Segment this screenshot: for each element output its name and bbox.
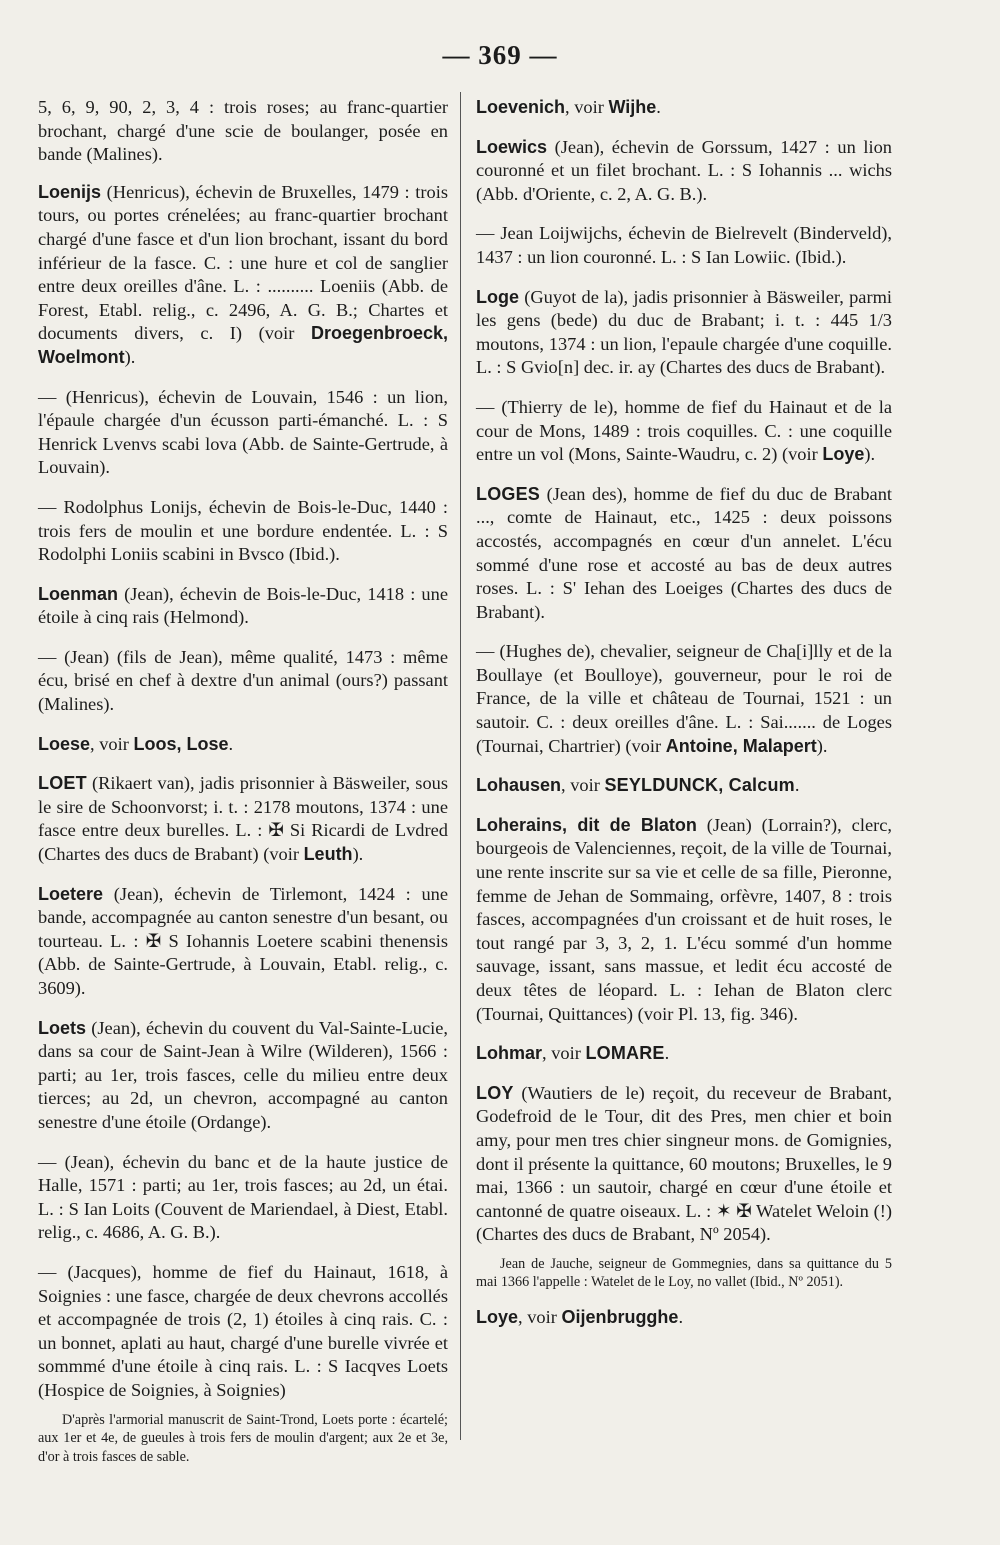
entry-rodolphus-lonijs [38,496,448,567]
page-number: — 369 — [442,40,558,70]
headword: LOY [476,1082,514,1103]
entry-loges [476,483,892,625]
entry-loese: Loese, voir Loos, Lose. [38,733,234,754]
entry-continued [38,96,448,167]
entry-loge [476,286,892,380]
entry-text: — (Jean) (fils de Jean), même qualité, 1473 : même écu, brisé en chef à dextre d'un animal (ours?) passant (Malines). [38,646,448,715]
entry-text: (Jean des), homme de fief du duc de Brabant ..., comte de Hainaut, etc., 1425 : deux poissons accostés, accompagnés en cœur d'un annelet. L'écu sommé d'une rose et accosté au bas de deux autres roses. L. : S' Iehan des Loeiges (Chartes des ducs de Brabant). [476,483,892,622]
entry-text: — Rodolphus Lonijs, échevin de Bois-le-Duc, 1440 : trois fers de moulin et une bordure endentée. L. : S Rodolphi Loniis scabini in Bvsco (Ibid.). [38,496,448,565]
entry-loenman [38,583,448,630]
entry-lohausen: Lohausen, voir SEYLDUNCK, Calcum. [476,775,800,796]
entry-jean-fils [38,646,448,717]
left-column [38,96,448,1480]
headword: Loetere [38,883,104,904]
entry-text: — (Henricus), échevin de Louvain, 1546 : un lion, l'épaule chargée d'un écusson parti-émanché. L. : S Henrick Lvenvs scabi lova (Abb. de Sainte-Gertrude, à Louvain). [38,386,448,478]
entry-text: (Rikaert van), jadis prisonnier à Bäsweiler, sous le sire de Schoonvorst; i. t. : 2178 moutons, 1374 : une fasce entre deux burelles. L. : ✠ Si Ricardi de Lvdred (Chartes des ducs de Brabant) (voir [38,773,448,865]
cross-reference: LOMARE [585,1043,665,1064]
headword: Lohmar [476,1043,543,1064]
cross-reference: Loye [822,444,865,465]
entry-loets [38,1017,448,1135]
entry-text: — (Jacques), homme de fief du Hainaut, 1618, à Soignies : une fasce, chargée de deux chevrons accollés et accompagnée de trois (2, 1) étoiles à cinq rais. C. : un bonnet, aplati au haut, chargé d'une burelle vivrée et sommmé d'une étoile à cinq rais. L. : S Iacqves Loets (Hospice de Soignies, à Soignies) [38,1261,448,1400]
entry-text: (Jean), échevin de Bois-le-Duc, 1418 : une étoile à cinq rais (Helmond). [38,583,448,628]
headword: Loewics [476,136,548,157]
headword: Loese [38,733,91,754]
headword: Loenman [38,583,119,604]
entry-text: (Jean), échevin de Tirlemont, 1424 : une bande, accompagnée au canton senestre d'un besant, ou tourteau. L. : ✠ S Iohannis Loetere scabini thenensis (Abb. de Sainte-Gertrude, à Louvain, Etabl. relig., c. 3609). [38,883,448,998]
entry-jean-halle [38,1151,448,1245]
column-divider [460,92,461,1440]
entry-loenijs: Loenijs (Henricus), échevin de Bruxelles, 1479 : trois tours, ou portes crénelées; au franc-quartier brochant chargé d'une fasce et d'un lion brochant, issant du bord inférieur de la fasce. C. : une hure et col de sanglier entre deux oreilles d'âne. L. : .......... Loeniis (Abb. de Forest, Etabl. relig., c. 2496, A. G. B.; Chartes et documents divers, c. I) (voir Droegenbroeck, Woelmont). [38,181,448,367]
headword: Loge [476,286,519,307]
cross-reference: Loos, Lose [133,733,229,754]
entry-text: — Jean Loijwijchs, échevin de Bielrevelt (Binderveld), 1437 : un lion couronné. L. : S Ian Lowiic. (Ibid.). [476,223,892,267]
cross-reference: SEYLDUNCK, Calcum [604,775,795,796]
entry-text: (Henricus), échevin de Bruxelles, 1479 : trois tours, ou portes crénelées; au franc-quartier brochant chargé d'une fasce et d'un lion brochant, issant du bord inférieur de la fasce. C. : une hure et col de sanglier entre deux oreilles d'âne. L. : .......... Loeniis (Abb. de Forest, Etabl. relig., c. 2496, A. G. B.; Chartes et documents divers, c. I) (voir [38,181,448,344]
headword: Loets [38,1017,87,1038]
cross-reference: Oijenbrugghe [561,1306,679,1327]
entry-text: (Wautiers de le) reçoit, du receveur de Brabant, Godefroid de le Tour, dit des Pres, men chier et boin amy, pour men tres chier singneur mons. de Gomignies, dont il présente la quittance, 60 moutons; Bruxelles, le 9 mai, 1366 : un sautoir, chargé en cœur d'une étoile et cantonné de quatre oiseaux. L. : ✶ ✠ Watelet Weloin (!) (Chartes des ducs de Brabant, Nº 2054). [476,1082,892,1245]
headword: Lohausen [476,775,562,796]
cross-reference: Droegenbroeck, Woelmont [38,323,448,367]
entry-hughes: — (Hughes de), chevalier, seigneur de Cha[i]lly et de la Boullaye (et Boulloye), gouverneur, pour le roi de France, de la ville et château de Tournai, 1521 : un sautoir. C. : deux oreilles d'âne. L. : Sai....... de Loges (Tournai, Chartrier) (voir Antoine, Malapert). [476,641,892,756]
entry-loye: Loye, voir Oijenbrugghe. [476,1306,684,1327]
entry-text: 5, 6, 9, 90, 2, 3, 4 : trois roses; au franc-quartier brochant, chargé d'une scie de boulanger, posée en bande (Malines). [38,97,448,165]
entry-text: (Jean) (Lorrain?), clerc, bourgeois de Valenciennes, reçoit, de la ville de Tournai, une rente inscrite sur sa vie et celle de sa fille, Pieronne, femme de Jehan de Sommaing, orfèvre, 1407, 8 : trois fasces, accompagnées d'un croissant et de huit roses, le tout rangé par 3, 3, 2, 1. L'écu sommé d'un homme sauvage, issant, sans massue, et ledit écu accosté de deux têtes de léopard. L. : Iehan de Blaton clerc (Tournai, Quittances) (voir Pl. 13, fig. 346). [476,814,892,1024]
headword: Loherains, dit de Blaton [476,814,697,835]
headword: Loevenich [476,97,566,117]
entry-loetere [38,883,448,1001]
entry-henricus-louvain [38,386,448,480]
entry-loijwijchs [476,222,892,269]
footnote: Jean de Jauche, seigneur de Gommegnies, dans sa quittance du 5 mai 1366 l'appelle : Watelet de le Loy, no vallet (Ibid., Nº 2051). [476,1255,892,1291]
entry-text: (Jean), échevin de Gorssum, 1427 : un lion couronné et un filet brochant. L. : S Iohannis ... wichs (Abb. d'Oriente, c. 2, A. G. B.). [476,136,892,204]
entry-loevenich: Loevenich, voir Wijhe. [476,97,661,117]
entry-lohmar: Lohmar, voir LOMARE. [476,1043,670,1064]
entry-text: — (Jean), échevin du banc et de la haute justice de Halle, 1571 : parti; au 1er, trois fasces; au 2d, un étai. L. : S Ian Loits (Couvent de Mariendael, à Diest, Etabl. relig., c. 4686, A. G. B.). [38,1151,448,1243]
cross-reference: Antoine, Malapert [665,735,817,756]
headword: Loenijs [38,181,102,202]
entry-text: — (Hughes de), chevalier, seigneur de Cha[i]lly et de la Boullaye (et Boulloye), gouverneur, pour le roi de France, de la ville et château de Tournai, 1521 : un sautoir. C. : deux oreilles d'âne. L. : Sai....... de Loges (Tournai, Chartrier) (voir [476,641,892,756]
entry-text: — (Thierry de le), homme de fief du Hainaut et de la cour de Mons, 1489 : trois coquilles. C. : une coquille entre un vol (Mons, Sainte-Waudru, c. 2) (voir [476,396,892,465]
entry-thierry: — (Thierry de le), homme de fief du Hainaut et de la cour de Mons, 1489 : trois coquilles. C. : une coquille entre un vol (Mons, Sainte-Waudru, c. 2) (voir Loye). [476,396,892,465]
entry-loy [476,1082,892,1247]
footnote: D'après l'armorial manuscrit de Saint-Trond, Loets porte : écartelé; aux 1er et 4e, de gueules à trois fers de moulin d'argent; aux 2e et 3e, d'or à trois fasces de sable. [38,1411,448,1465]
entry-loewics [476,136,892,207]
headword: LOET [38,773,87,794]
entry-loherains [476,814,892,1026]
entry-text: (Jean), échevin du couvent du Val-Sainte-Lucie, dans sa cour de Saint-Jean à Wilre (Wilderen), 1566 : parti; au 1er, trois fasces, celle du milieu entre deux tierces; au 2d, un chevron, accompagné au canton senestre d'une étoile (Ordange). [38,1017,448,1132]
entry-jacques [38,1261,448,1403]
cross-reference: Wijhe [608,97,657,117]
right-column [476,96,892,1346]
headword: Loye [476,1306,519,1327]
headword: LOGES [476,483,541,504]
entry-loet: LOET (Rikaert van), jadis prisonnier à Bäsweiler, sous le sire de Schoonvorst; i. t. : 2178 moutons, 1374 : une fasce entre deux burelles. L. : ✠ Si Ricardi de Lvdred (Chartes des ducs de Brabant) (voir Leuth). [38,773,448,865]
entry-text: (Guyot de la), jadis prisonnier à Bäsweiler, parmi les gens (bede) du duc de Brabant; i. t. : 445 1/3 moutons, 1374 : un lion, l'epaule chargée d'une coquille. L. : S Gvio[n] dec. ir. ay (Chartes des ducs de Brabant). [476,286,892,378]
cross-reference: Leuth [303,844,353,865]
